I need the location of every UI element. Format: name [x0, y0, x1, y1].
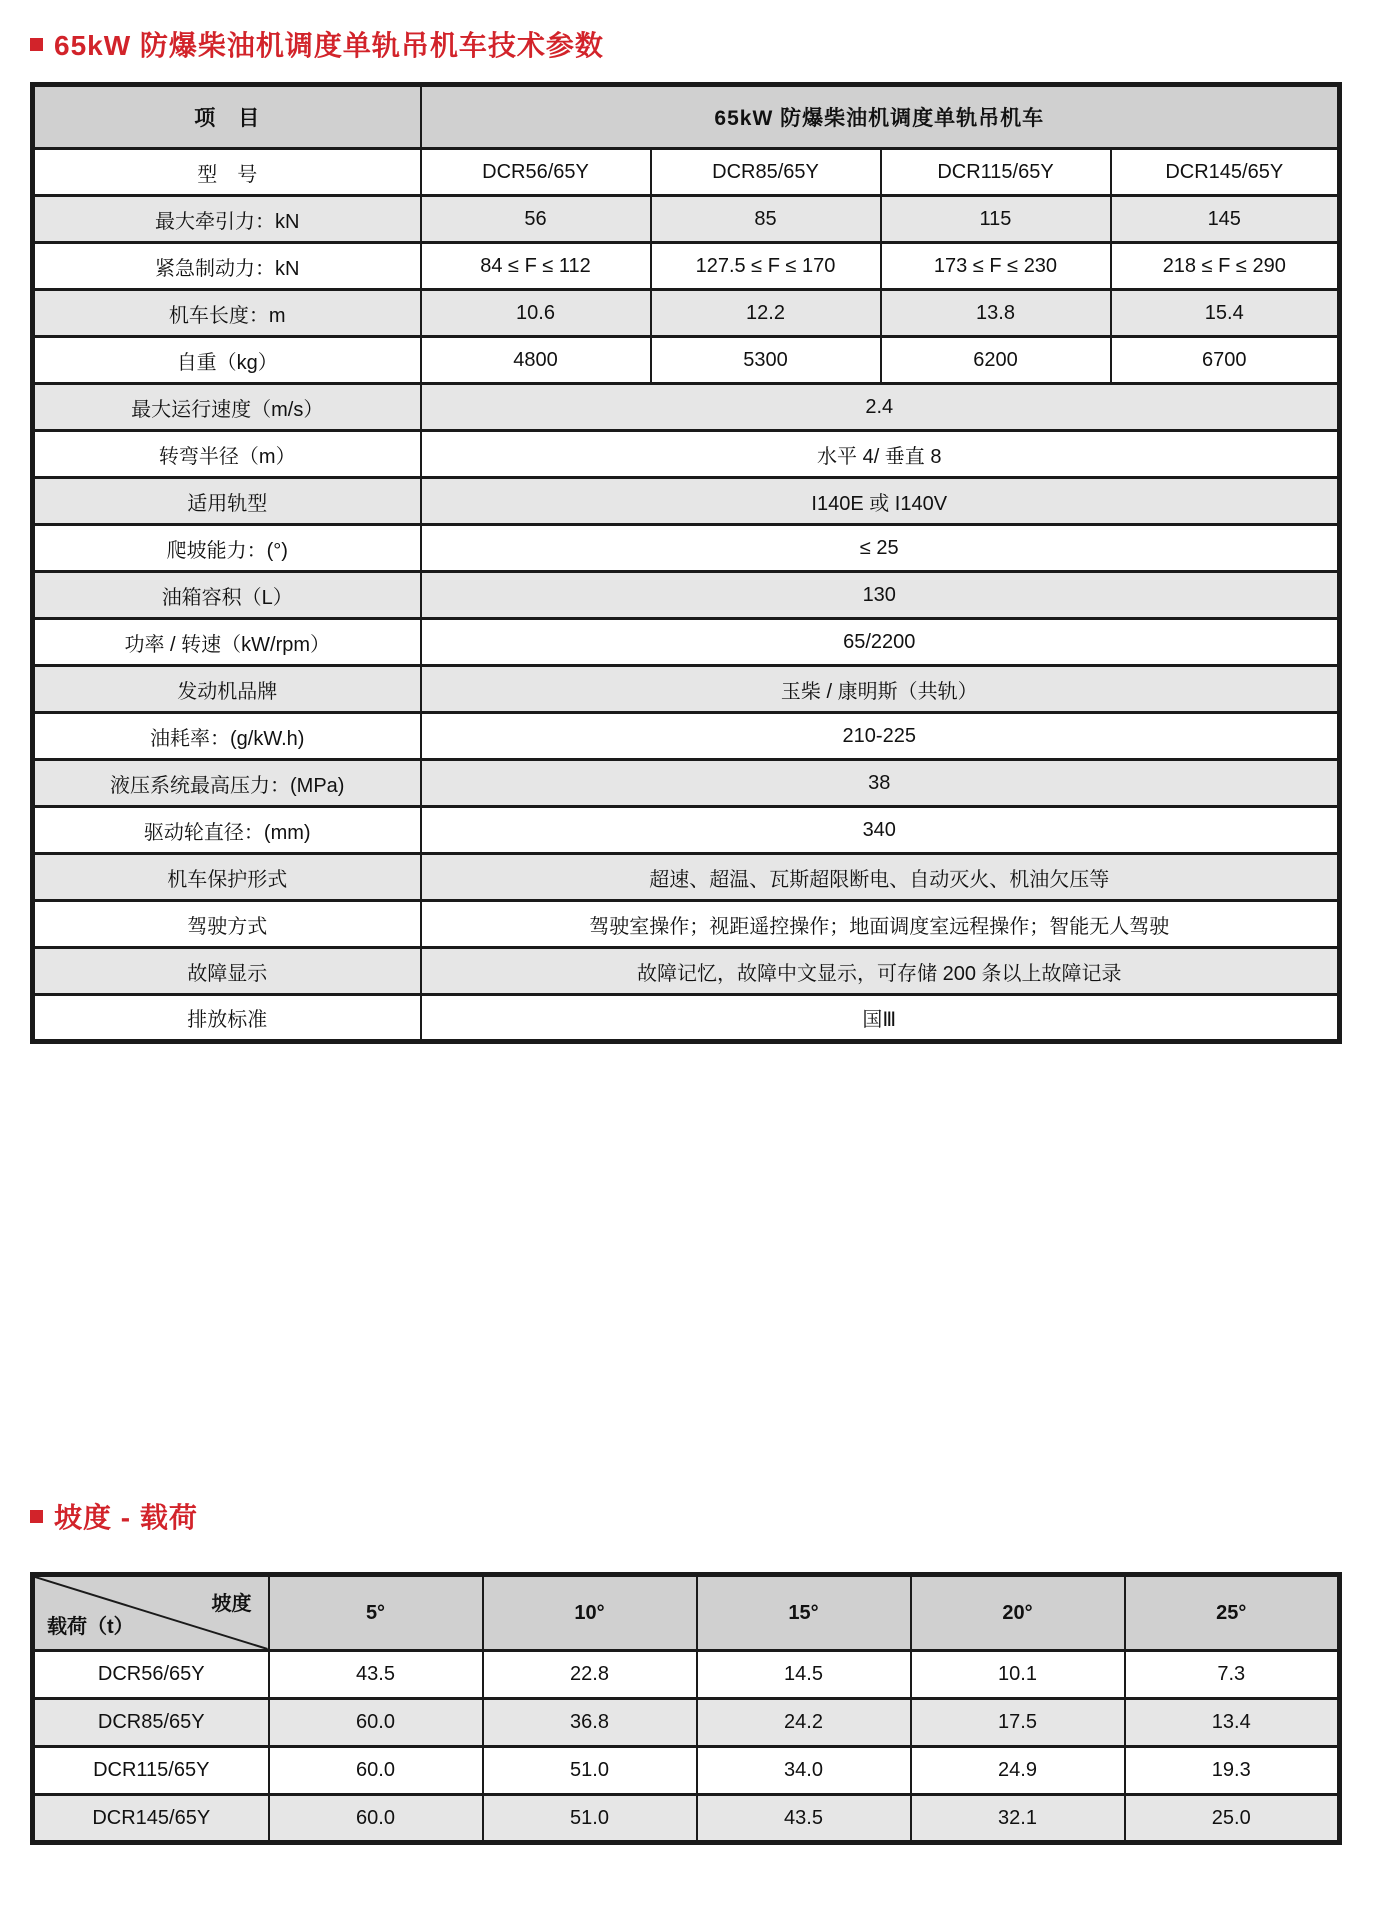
load-col-header: 10°	[483, 1575, 697, 1651]
load-model-cell: DCR56/65Y	[33, 1651, 269, 1699]
spec-label-cell: 功率 / 转速（kW/rpm）	[33, 619, 421, 666]
section1-bullet-icon	[30, 38, 43, 51]
spec-label-cell: 转弯半径（m）	[33, 431, 421, 478]
spec-row-hydraulic-pressure	[33, 760, 1340, 807]
spec-label-cell: 爬坡能力：(°)	[33, 525, 421, 572]
load-value-cell: 13.4	[1125, 1699, 1340, 1747]
load-value-cell: 14.5	[697, 1651, 911, 1699]
load-value-cell: 51.0	[483, 1795, 697, 1843]
spec-span-value-cell: 65/2200	[421, 619, 1340, 666]
spec-label-cell: 紧急制动力：kN	[33, 243, 421, 290]
spec-label-cell: 驾驶方式	[33, 901, 421, 948]
spec-span-value-cell: 130	[421, 572, 1340, 619]
spec-value-cell: 218 ≤ F ≤ 290	[1111, 243, 1340, 290]
spec-value-cell: 15.4	[1111, 290, 1340, 337]
load-model-cell: DCR145/65Y	[33, 1795, 269, 1843]
load-value-cell: 60.0	[269, 1795, 483, 1843]
load-value-cell: 32.1	[911, 1795, 1125, 1843]
spec-value-cell: 12.2	[651, 290, 881, 337]
load-row	[33, 1747, 1340, 1795]
load-corner-cell	[33, 1575, 269, 1651]
spec-span-value-cell: I140E 或 I140V	[421, 478, 1340, 525]
load-col-header: 15°	[697, 1575, 911, 1651]
load-header-row	[33, 1575, 1340, 1651]
spec-label-cell: 驱动轮直径：(mm)	[33, 807, 421, 854]
spec-row-traction	[33, 196, 1340, 243]
spec-label-cell: 适用轨型	[33, 478, 421, 525]
load-value-cell: 22.8	[483, 1651, 697, 1699]
spec-row-emission	[33, 995, 1340, 1042]
spec-row-gradeability	[33, 525, 1340, 572]
spec-label-cell: 排放标准	[33, 995, 421, 1042]
spec-value-cell: 145	[1111, 196, 1340, 243]
spec-span-value-cell: 玉柴 / 康明斯（共轨）	[421, 666, 1340, 713]
spec-value-cell: 127.5 ≤ F ≤ 170	[651, 243, 881, 290]
spec-row-engine-brand	[33, 666, 1340, 713]
spec-span-value-cell: ≤ 25	[421, 525, 1340, 572]
spec-span-value-cell: 水平 4/ 垂直 8	[421, 431, 1340, 478]
spec-header-item-cell: 项 目	[33, 85, 421, 149]
spec-value-cell: 85	[651, 196, 881, 243]
load-row	[33, 1795, 1340, 1843]
load-table	[30, 1572, 1342, 1845]
spec-label-cell: 最大运行速度（m/s）	[33, 384, 421, 431]
spec-label-cell: 液压系统最高压力：(MPa)	[33, 760, 421, 807]
spec-header-row	[33, 85, 1340, 149]
load-value-cell: 34.0	[697, 1747, 911, 1795]
spec-header-group-cell: 65kW 防爆柴油机调度单轨吊机车	[421, 85, 1340, 149]
load-value-cell: 24.9	[911, 1747, 1125, 1795]
spec-span-value-cell: 故障记忆，故障中文显示，可存储 200 条以上故障记录	[421, 948, 1340, 995]
load-value-cell: 36.8	[483, 1699, 697, 1747]
section1-title	[30, 24, 604, 64]
spec-value-cell: 56	[421, 196, 651, 243]
spec-span-value-cell: 2.4	[421, 384, 1340, 431]
load-col-header: 5°	[269, 1575, 483, 1651]
load-value-cell: 25.0	[1125, 1795, 1340, 1843]
section2-bullet-icon	[30, 1510, 43, 1523]
spec-label-cell: 最大牵引力：kN	[33, 196, 421, 243]
corner-slope-label: 坡度	[211, 1593, 252, 1615]
load-value-cell: 43.5	[269, 1651, 483, 1699]
spec-row-wheel-diameter	[33, 807, 1340, 854]
load-value-cell: 10.1	[911, 1651, 1125, 1699]
load-value-cell: 51.0	[483, 1747, 697, 1795]
spec-row-fault-display	[33, 948, 1340, 995]
spec-row-model	[33, 149, 1340, 196]
spec-label-cell: 油耗率：(g/kW.h)	[33, 713, 421, 760]
spec-table	[30, 82, 1342, 1044]
spec-span-value-cell: 210-225	[421, 713, 1340, 760]
load-value-cell: 17.5	[911, 1699, 1125, 1747]
spec-label-cell: 机车长度：m	[33, 290, 421, 337]
spec-value-cell: DCR145/65Y	[1111, 149, 1340, 196]
spec-value-cell: 6700	[1111, 337, 1340, 384]
load-value-cell: 60.0	[269, 1747, 483, 1795]
load-value-cell: 7.3	[1125, 1651, 1340, 1699]
spec-span-value-cell: 38	[421, 760, 1340, 807]
load-row	[33, 1651, 1340, 1699]
spec-row-rail-type	[33, 478, 1340, 525]
spec-row-length	[33, 290, 1340, 337]
spec-value-cell: 84 ≤ F ≤ 112	[421, 243, 651, 290]
spec-row-protection	[33, 854, 1340, 901]
spec-label-cell: 型 号	[33, 149, 421, 196]
spec-label-cell: 机车保护形式	[33, 854, 421, 901]
spec-row-turn-radius	[33, 431, 1340, 478]
section1-title-text: 65kW 防爆柴油机调度单轨吊机车技术参数	[54, 30, 604, 61]
spec-row-fuel-tank	[33, 572, 1340, 619]
spec-row-braking	[33, 243, 1340, 290]
spec-label-cell: 油箱容积（L）	[33, 572, 421, 619]
load-value-cell: 19.3	[1125, 1747, 1340, 1795]
spec-value-cell: 4800	[421, 337, 651, 384]
spec-row-power-speed	[33, 619, 1340, 666]
spec-value-cell: 5300	[651, 337, 881, 384]
load-model-cell: DCR115/65Y	[33, 1747, 269, 1795]
spec-value-cell: DCR56/65Y	[421, 149, 651, 196]
load-value-cell: 60.0	[269, 1699, 483, 1747]
spec-label-cell: 故障显示	[33, 948, 421, 995]
spec-row-max-speed	[33, 384, 1340, 431]
spec-value-cell: 13.8	[881, 290, 1111, 337]
load-col-header: 20°	[911, 1575, 1125, 1651]
spec-value-cell: 173 ≤ F ≤ 230	[881, 243, 1111, 290]
spec-value-cell: 10.6	[421, 290, 651, 337]
spec-row-driving-mode	[33, 901, 1340, 948]
spec-row-weight	[33, 337, 1340, 384]
spec-label-cell: 发动机品牌	[33, 666, 421, 713]
load-row	[33, 1699, 1340, 1747]
spec-value-cell: DCR85/65Y	[651, 149, 881, 196]
section2-title	[30, 1496, 198, 1536]
load-value-cell: 24.2	[697, 1699, 911, 1747]
spec-value-cell: 6200	[881, 337, 1111, 384]
spec-label-cell: 自重（kg）	[33, 337, 421, 384]
load-value-cell: 43.5	[697, 1795, 911, 1843]
spec-value-cell: 115	[881, 196, 1111, 243]
spec-span-value-cell: 超速、超温、瓦斯超限断电、自动灭火、机油欠压等	[421, 854, 1340, 901]
section2-title-text: 坡度 - 载荷	[54, 1502, 198, 1533]
spec-span-value-cell: 340	[421, 807, 1340, 854]
spec-row-fuel-rate	[33, 713, 1340, 760]
corner-load-label: 载荷（t）	[47, 1616, 134, 1638]
load-model-cell: DCR85/65Y	[33, 1699, 269, 1747]
spec-value-cell: DCR115/65Y	[881, 149, 1111, 196]
spec-span-value-cell: 国Ⅲ	[421, 995, 1340, 1042]
load-col-header: 25°	[1125, 1575, 1340, 1651]
spec-span-value-cell: 驾驶室操作；视距遥控操作；地面调度室远程操作；智能无人驾驶	[421, 901, 1340, 948]
